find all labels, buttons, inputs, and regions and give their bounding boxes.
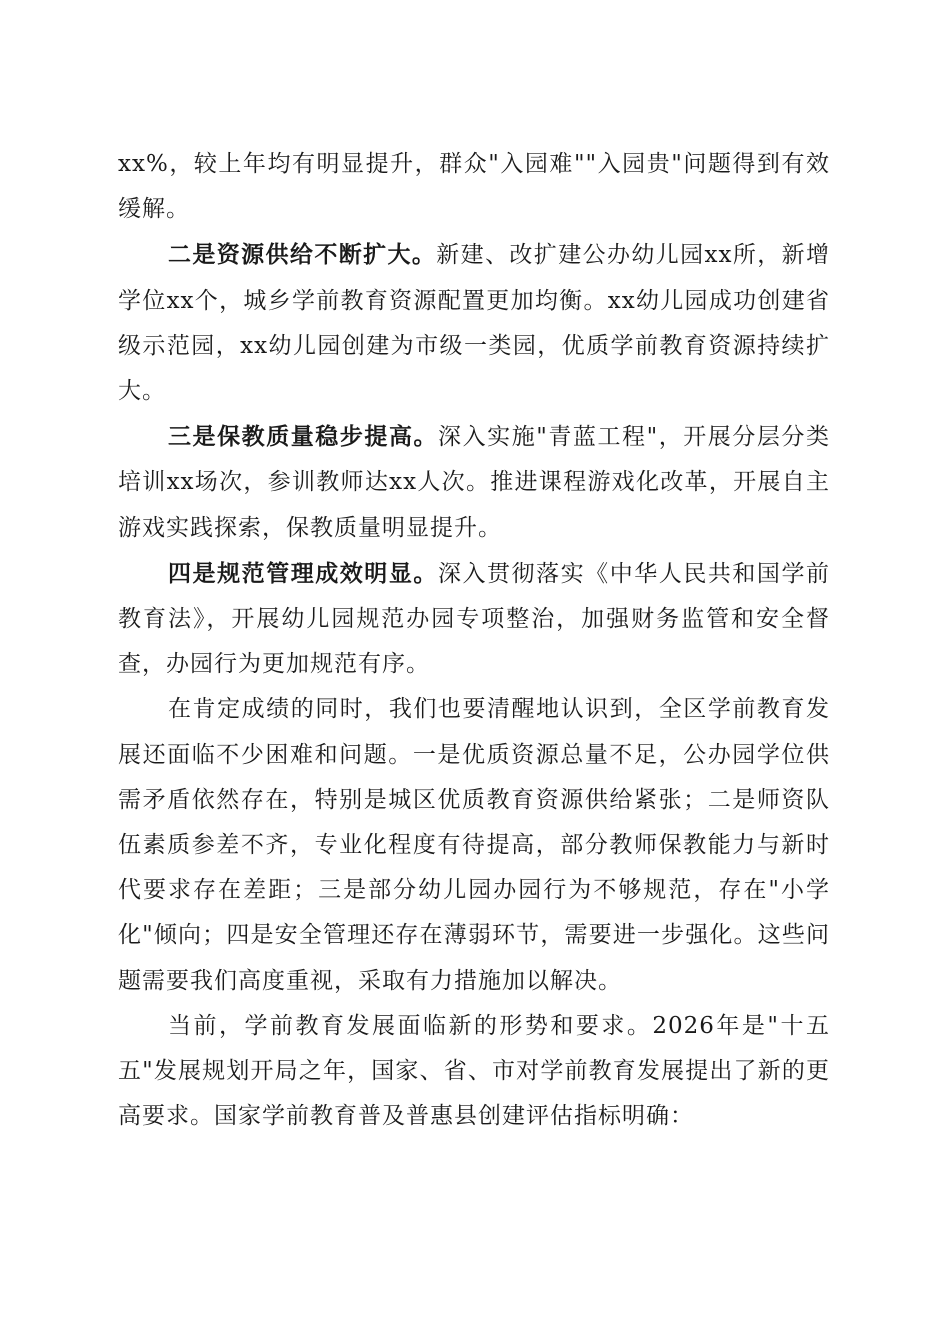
paragraph-text: 当前，学前教育发展面临新的形势和要求。2026年是"十五五"发展规划开局之年，国家、省、市对学前教育发展提出了新的更高要求。国家学前教育普及普惠县创建评估指标明确： — [118, 1012, 830, 1130]
paragraph-care-quality — [118, 414, 830, 551]
paragraph-lead: 四是规范管理成效明显。 — [168, 559, 438, 587]
paragraph-management — [118, 551, 830, 688]
paragraph-text: 深入实施"青蓝工程"，开展分层分类培训xx场次，参训教师达xx人次。推进课程游戏化改革，开展自主游戏实践探索，保教质量明显提升。 — [118, 424, 830, 541]
paragraph-resource-supply — [118, 232, 830, 414]
paragraph-lead: 二是资源供给不断扩大。 — [168, 241, 437, 269]
paragraph-problems — [118, 687, 830, 1003]
paragraph-text: 在肯定成绩的同时，我们也要清醒地认识到，全区学前教育发展还面临不少困难和问题。一是优质资源总量不足，公办园学位供需矛盾依然存在，特别是城区优质教育资源供给紧张；二是师资队伍素质参差不齐，专业化程度有待提高，部分教师保教能力与新时代要求存在差距；三是部分幼儿园办园行为不够规范，存在"小学化"倾向；四是安全管理还存在薄弱环节，需要进一步强化。这些问题需要我们高度重视，采取有力措施加以解决。 — [118, 696, 830, 994]
paragraph-text: 深入贯彻落实《中华人民共和国学前教育法》，开展幼儿园规范办园专项整治，加强财务监管和安全督查，办园行为更加规范有序。 — [118, 560, 831, 678]
document-body — [118, 142, 830, 1139]
paragraph-continuation — [118, 142, 830, 232]
paragraph-lead: 三是保教质量稳步提高。 — [168, 423, 439, 451]
paragraph-text: xx%，较上年均有明显提升，群众"入园难""入园贵"问题得到有效缓解。 — [118, 151, 830, 223]
paragraph-situation — [118, 1004, 830, 1140]
paragraph-text: 新建、改扩建公办幼儿园xx所，新增学位xx个，城乡学前教育资源配置更加均衡。xx幼儿园成功创建省级示范园，xx幼儿园创建为市级一类园，优质学前教育资源持续扩大。 — [118, 242, 831, 405]
